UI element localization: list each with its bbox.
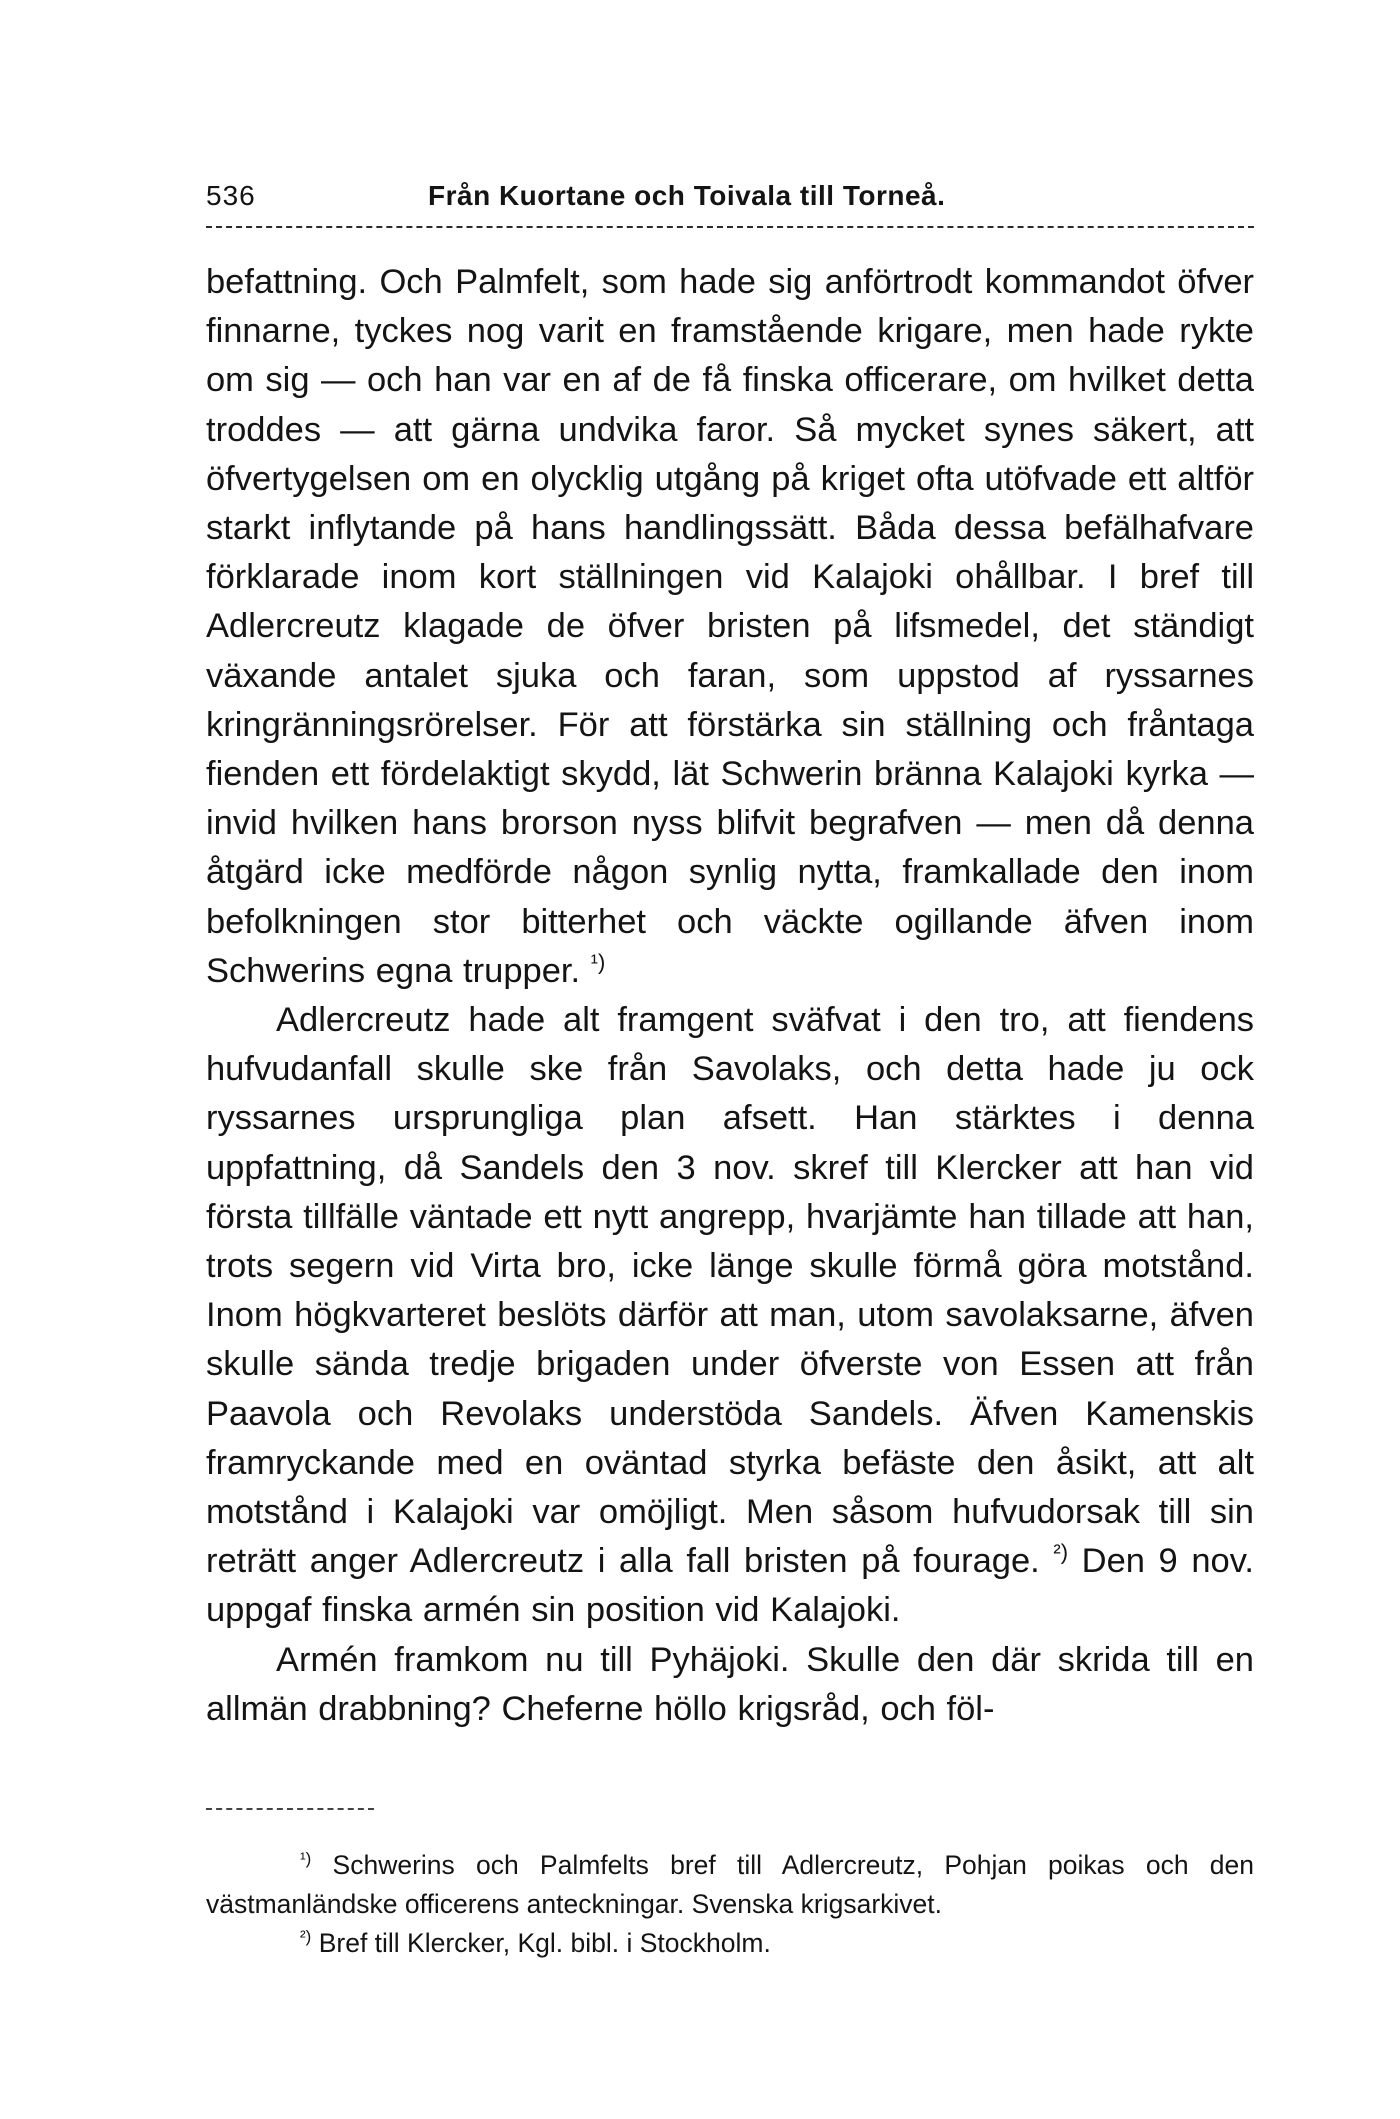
footnote-2-marker: ²) [300,1927,312,1947]
footnote-ref-2: ²) [1053,1539,1069,1565]
book-page [206,0,1254,2119]
body-text [206,258,1254,1734]
paragraph-2 [206,996,1254,1636]
footnote-2-text: Bref till Klercker, Kgl. bibl. i Stockholm. [318,1928,771,1958]
paragraph-3 [206,1636,1254,1734]
paragraph-3-text: Armén framkom nu till Pyhäjoki. Skulle den där skrida till en allmän drabbning? Cheferne höllo krigsråd, och föl- [206,1640,1254,1728]
footnote-rule [206,1808,374,1810]
footnote-1-marker: ¹) [300,1849,312,1869]
header-rule [206,226,1254,228]
running-title: Från Kuortane och Toivala till Torneå. [428,180,946,211]
page-header [206,176,1254,216]
footnote-2 [206,1924,1254,1963]
footnotes [206,1846,1254,1963]
footnote-1 [206,1846,1254,1924]
paragraph-1 [206,258,1254,996]
paragraph-2-text-after: Den 9 nov. uppgaf finska armén sin position vid Kalajoki. [206,1542,1254,1630]
paragraph-1-text: befattning. Och Palmfelt, som hade sig anförtrodt kommandot öfver finnarne, tyckes nog varit en framstående krigare, men hade rykte om sig — och han var en af de få finska officerare, om hvilket detta troddes — att gärna undvika faror. Så mycket synes säkert, att öfvertygelsen om en olycklig utgång på kriget ofta utöfvade ett altför starkt inflytande på hans handlingssätt. Båda dessa befälhafvare förklarade inom kort ställningen vid Kalajoki ohållbar. I bref till Adlercreutz klagade de öfver bristen på lifsmedel, det ständigt växande antalet sjuka och faran, som uppstod af ryssarnes kringränningsrörelser. För att förstärka sin ställning och fråntaga fienden ett fördelaktigt skydd, lät Schwerin bränna Kalajoki kyrka — invid hvilken hans brorson nyss blifvit begrafven — men då denna åtgärd icke medförde någon synlig nytta, framkallade den inom befolkningen stor bitterhet och väckte ogillande äfven inom Schwerins egna trupper. [206,263,1254,990]
footnote-1-text: Schwerins och Palmfelts bref till Adlercreutz, Pohjan poikas och den västmanländske officerens anteckningar. Svenska krigsarkivet. [206,1850,1254,1919]
footnote-ref-1: ¹) [590,949,606,975]
page-number: 536 [206,180,256,211]
paragraph-2-text-before: Adlercreutz hade alt framgent sväfvat i den tro, att fiendens hufvudanfall skulle ske från Savolaks, och detta hade ju ock ryssarnes ursprungliga plan afsett. Han stärktes i denna uppfattning, då Sandels den 3 nov. skref till Klercker att han vid första tillfälle väntade ett nytt angrepp, hvarjämte han tillade att han, trots segern vid Virta bro, icke länge skulle förmå göra motstånd. Inom högkvarteret beslöts därför att man, utom savolaksarne, äfven skulle sända tredje brigaden under öfverste von Essen att från Paavola och Revolaks understöda Sandels. Äfven Kamenskis framryckande med en oväntad styrka befäste den åsikt, att alt motstånd i Kalajoki var omöjligt. Men såsom hufvudorsak till sin reträtt anger Adlercreutz i alla fall bristen på fourage. [206,1001,1254,1581]
